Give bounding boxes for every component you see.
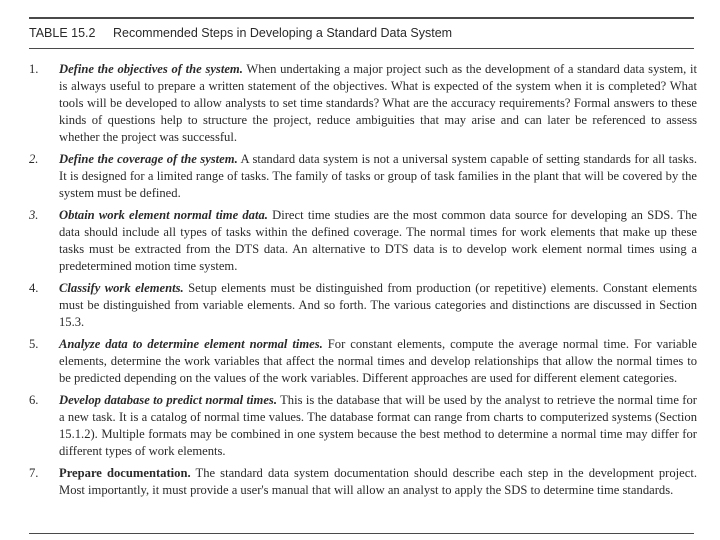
step-1	[29, 61, 697, 146]
step-number: 6.	[29, 393, 39, 407]
step-text: A standard data system is not a universal system capable of setting standards for all tasks. It is designed for a limited range of tasks. The family of tasks or group of task families in the plant that will be covered by the system must be defined.	[59, 152, 697, 200]
step-title: Analyze data to determine element normal times.	[59, 337, 323, 351]
step-number: 2.	[29, 152, 39, 166]
step-title: Define the coverage of the system.	[59, 152, 238, 166]
step-title: Prepare documentation.	[59, 466, 191, 480]
step-number: 3.	[29, 208, 39, 222]
step-2	[29, 151, 697, 202]
step-text: This is the database that will be used by the analyst to retrieve the normal time for a new task. It is a catalog of normal time values. The database format can range from charts to computerized systems (Section 15.1.2). Multiple formats may be combined in one system because the best method to determine a normal time may differ for different types of work elements.	[59, 393, 697, 458]
step-title: Classify work elements.	[59, 281, 184, 295]
step-3	[29, 207, 697, 275]
table-header	[29, 26, 452, 40]
table-title: Recommended Steps in Developing a Standard Data System	[113, 26, 453, 40]
step-text: When undertaking a major project such as the development of a standard data system, it is always useful to prepare a written statement of the objectives. What is expected of the system when it is completed? What tools will be developed to allow analysts to set time standards? What are the accuracy requirements? Formal answers to these kinds of questions help to structure the project, reduce ambiguities that may arise and can later be referenced to assess whether the project was successful.	[59, 62, 697, 144]
top-rule	[29, 17, 694, 19]
step-number: 1.	[29, 62, 39, 76]
steps-list	[29, 61, 697, 504]
step-number: 5.	[29, 337, 39, 351]
step-6	[29, 392, 697, 460]
step-text: For constant elements, compute the average normal time. For variable elements, determine the work variables that affect the normal times and develop relationships that allow the normal times to be predicted depending on the values of the work variables. Different approaches are used for different element categories.	[59, 337, 698, 385]
step-text: Direct time studies are the most common data source for developing an SDS. The data should include all types of tasks within the defined coverage. The normal times for work elements that make up these tasks must be extracted from the DTS data. An alternative to DTS data is to develop work element normal times using a predetermined motion time system.	[59, 208, 698, 273]
step-title: Obtain work element normal time data.	[59, 208, 268, 222]
step-7	[29, 465, 697, 499]
bottom-rule	[29, 533, 694, 534]
step-title: Develop database to predict normal times.	[59, 393, 277, 407]
step-text: Setup elements must be distinguished from production (or repetitive) elements. Constant elements must be distinguished from variable elements. And so forth. The various categories and distinctions are discussed in Section 15.3.	[59, 281, 697, 329]
step-title: Define the objectives of the system.	[59, 62, 243, 76]
step-5	[29, 336, 697, 387]
header-rule	[29, 48, 694, 49]
step-number: 7.	[29, 466, 39, 480]
step-4	[29, 280, 697, 331]
step-number: 4.	[29, 281, 39, 295]
table-label: TABLE 15.2	[29, 26, 96, 40]
step-text: The standard data system documentation should describe each step in the development project. Most importantly, it must provide a user's manual that will allow an analyst to apply the SDS to determine time standards.	[59, 466, 697, 497]
